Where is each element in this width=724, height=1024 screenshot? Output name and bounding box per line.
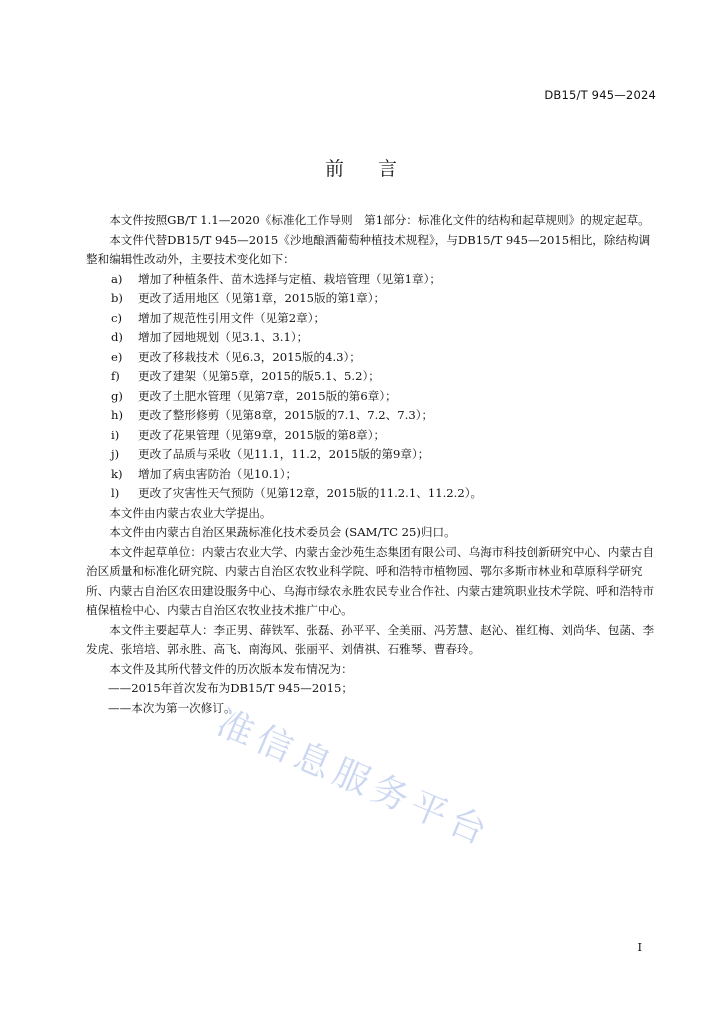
standard-code: DB15/T 945—2024 xyxy=(544,88,656,102)
watermark: 准信息服务平台 xyxy=(210,702,498,855)
history-item: ——2015年首次发布为DB15/T 945—2015； xyxy=(108,681,353,695)
list-item xyxy=(86,270,658,290)
list-item-text: 增加了种植条件、苗木选择与定植、栽培管理（见第1章）； xyxy=(138,271,442,286)
list-item xyxy=(86,367,658,387)
list-item-text: 更改了土肥水管理（见第7章，2015版的第6章）； xyxy=(138,388,397,403)
list-item xyxy=(86,465,658,485)
list-marker: h) xyxy=(111,408,123,422)
list-item-text: 增加了园地规划（见3.1、3.1）； xyxy=(138,330,309,344)
title-char-2: 言 xyxy=(378,158,400,180)
title-char-1: 前 xyxy=(324,158,346,180)
list-item xyxy=(86,426,658,446)
list-marker: c) xyxy=(111,310,123,325)
list-marker: a) xyxy=(111,271,123,286)
list-item xyxy=(86,387,658,407)
list-item-text: 更改了适用地区（见第1章，2015版的第1章）； xyxy=(138,291,386,305)
list-item xyxy=(86,348,658,368)
list-marker: b) xyxy=(111,291,123,305)
list-item-text: 更改了品质与采收（见11.1，11.2，2015版的第9章）； xyxy=(138,447,430,461)
list-item xyxy=(86,484,658,504)
foreword-body xyxy=(86,211,658,718)
paragraph-committee: 本文件由内蒙古自治区果蔬标准化技术委员会 (SAM/TC 25)归口。 xyxy=(109,525,456,539)
list-marker: f) xyxy=(111,369,120,383)
paragraph-proposer: 本文件由内蒙古农业大学提出。 xyxy=(109,505,272,520)
paragraph-drafting-units: 本文件起草单位：内蒙古农业大学、内蒙古金沙苑生态集团有限公司、乌海市科技创新研究中心、内蒙古自治区质量和标准化研究院、内蒙古自治区农牧业科学院、呼和浩特市植物园、鄂尔多斯市林业和草原科学研究所、内蒙古自治区农田建设服务中心、乌海市绿农永胜农民专业合作社、内蒙古建筑职业技术学院、呼和浩特市植保植检中心、内蒙古自治区农牧业技术推广中心。 xyxy=(86,544,655,617)
list-marker: j) xyxy=(111,447,120,461)
list-marker: l) xyxy=(111,486,120,500)
history-item: ——本次为第一次修订。 xyxy=(108,700,236,715)
list-marker: i) xyxy=(111,427,120,442)
list-marker: e) xyxy=(111,349,123,364)
paragraph-history-intro: 本文件及其所代替文件的历次版本发布情况为： xyxy=(109,661,353,676)
list-item-text: 更改了建架（见第5章，2015的版5.1、5.2）； xyxy=(138,369,380,383)
list-item xyxy=(86,289,658,309)
page-number: I xyxy=(637,940,642,954)
changes-list xyxy=(86,270,658,504)
paragraph-replaces: 本文件代替DB15/T 945—2015《沙地酿酒葡萄种植技术规程》，与DB15/T 945—2015相比，除结构调整和编辑性改动外，主要技术变化如下： xyxy=(86,232,651,266)
paragraph-drafters: 本文件主要起草人：李正男、薛铁军、张磊、孙平平、全美丽、冯芳慧、赵沁、崔红梅、刘尚华、包菡、李发虎、张培培、郭永胜、高飞、南海风、张丽平、刘倩祺、石雅琴、曹春玲。 xyxy=(86,622,655,656)
list-item xyxy=(86,328,658,348)
list-item-text: 增加了病虫害防治（见10.1）； xyxy=(138,466,298,481)
page-title xyxy=(0,154,724,181)
list-item-text: 更改了移栽技术（见6.3，2015版的4.3）； xyxy=(138,349,361,364)
list-item xyxy=(86,406,658,426)
list-marker: g) xyxy=(111,388,123,403)
list-item-text: 更改了整形修剪（见第8章，2015版的7.1、7.2、7.3）； xyxy=(138,408,434,422)
paragraph-drafting-rules: 本文件按照GB/T 1.1—2020《标准化工作导则 第1部分：标准化文件的结构和起草规则》的规定起草。 xyxy=(109,213,650,227)
list-marker: d) xyxy=(111,330,123,344)
list-item-text: 更改了花果管理（见第9章，2015版的第8章）； xyxy=(138,427,386,442)
list-item-text: 增加了规范性引用文件（见第2章）； xyxy=(138,310,326,325)
list-marker: k) xyxy=(111,466,123,481)
list-item xyxy=(86,445,658,465)
list-item xyxy=(86,309,658,329)
list-item-text: 更改了灾害性天气预防（见第12章，2015版的11.2.1、11.2.2）。 xyxy=(138,486,483,500)
